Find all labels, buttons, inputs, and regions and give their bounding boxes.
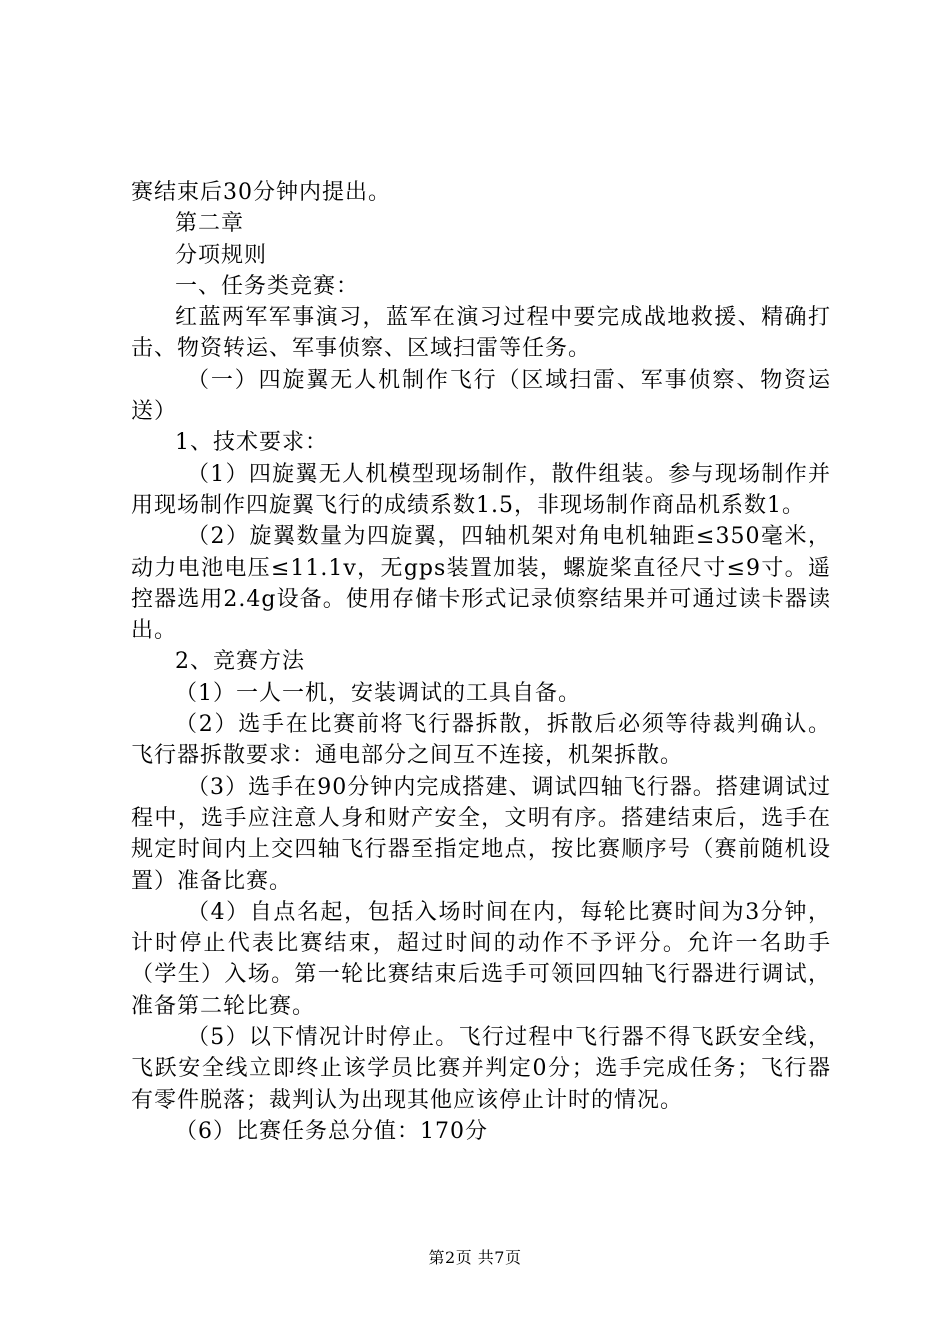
document-body [131, 177, 831, 1147]
paragraph: 红蓝两军军事演习，蓝军在演习过程中要完成战地救援、精确打击、物资转运、军事侦察、区域扫雷等任务。 [131, 305, 831, 362]
item-heading: 1、技术要求： [175, 430, 328, 456]
chapter-title: 第二章 [175, 211, 245, 237]
paragraph: （1）四旋翼无人机模型现场制作，散件组装。参与现场制作并用现场制作四旋翼飞行的成绩系数1.5，非现场制作商品机系数1。 [131, 461, 831, 518]
paragraph: （6）比赛任务总分值：170分 [175, 1118, 488, 1144]
page-number: 第2页 共7页 [428, 1248, 522, 1267]
paragraph: （2）选手在比赛前将飞行器拆散，拆散后必须等待裁判确认。飞行器拆散要求：通电部分之间互不连接，机架拆散。 [131, 712, 831, 769]
paragraph: （5）以下情况计时停止。飞行过程中飞行器不得飞跃安全线，飞跃安全线立即终止该学员比赛并判定0分；选手完成任务；飞行器有零件脱落；裁判认为出现其他应该停止计时的情况。 [131, 1025, 831, 1113]
paragraph: （1）一人一机，安装调试的工具自备。 [175, 680, 581, 706]
paragraph: （3）选手在90分钟内完成搭建、调试四轴飞行器。搭建调试过程中，选手应注意人身和财产安全，文明有序。搭建结束后，选手在规定时间内上交四轴飞行器至指定地点，按比赛顺序号（赛前随机设置）准备比赛。 [131, 774, 831, 894]
section-heading: 一、任务类竞赛： [175, 273, 360, 299]
paragraph: （4）自点名起，包括入场时间在内，每轮比赛时间为3分钟，计时停止代表比赛结束，超过时间的动作不予评分。允许一名助手（学生）入场。第一轮比赛结束后选手可领回四轴飞行器进行调试，准备第二轮比赛。 [131, 899, 831, 1019]
chapter-subtitle: 分项规则 [175, 242, 268, 268]
paragraph: （2）旋翼数量为四旋翼，四轴机架对角电机轴距≤350毫米，动力电池电压≤11.1v，无gps装置加装，螺旋桨直径尺寸≤9寸。遥控器选用2.4g设备。使用存储卡形式记录侦察结果并可通过读卡器读出。 [131, 524, 831, 644]
item-heading: 2、竞赛方法 [175, 649, 305, 675]
subsection-heading: （一）四旋翼无人机制作飞行（区域扫雷、军事侦察、物资运送） [131, 367, 831, 425]
paragraph-continuation: 赛结束后30分钟内提出。 [131, 180, 391, 205]
